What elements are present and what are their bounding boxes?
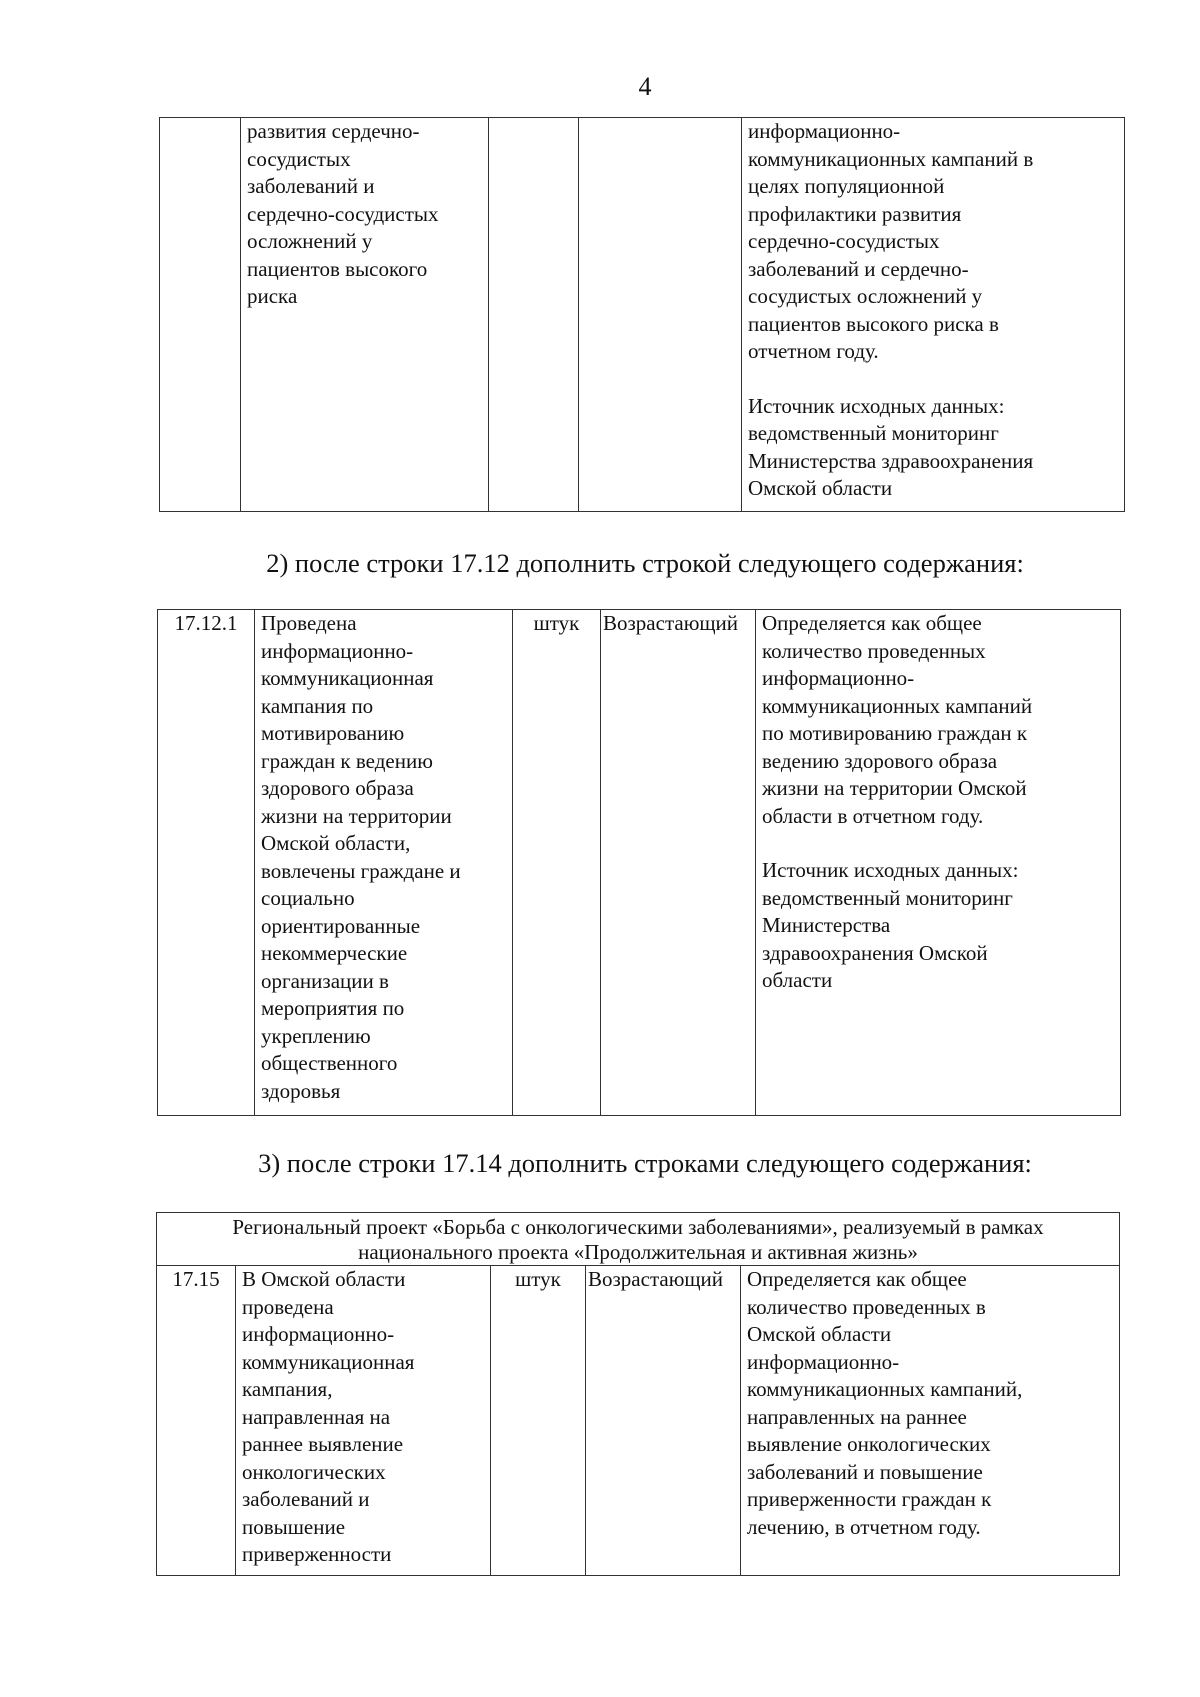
text-line: коммуникационных кампаний, (747, 1377, 1023, 1401)
text-line: отчетном году. (748, 339, 879, 363)
text-line: Омской области, (261, 831, 411, 855)
text-line: повышение (242, 1514, 346, 1539)
text-line: Министерства здравоохранения (748, 448, 1034, 473)
text-line: коммуникационная (242, 1349, 415, 1374)
text-line: заболеваний и сердечно- (748, 256, 969, 281)
method-lines (747, 1266, 1113, 1541)
text-line: сосудистых (247, 146, 351, 171)
text-line: выявление онкологических (747, 1432, 991, 1456)
table1-name-lines (247, 118, 482, 311)
method-cell (741, 1266, 1120, 1576)
text-line: Министерства (762, 913, 891, 937)
text-line: коммуникационных кампаний (762, 693, 1033, 718)
text-line: пациентов высокого риска в (748, 311, 999, 336)
indicator-name-cell (236, 1266, 491, 1576)
text-line: Определяется как общее (762, 611, 982, 635)
text-line: ведомственный мониторинг (762, 885, 1013, 910)
paragraph-gap (748, 366, 1118, 393)
text-line: информационно- (748, 119, 901, 143)
text-line: Омской области (748, 476, 893, 500)
text-line: мотивированию (261, 721, 405, 745)
text-line: приверженности (242, 1542, 392, 1566)
indicator-table-17-12-1 (157, 609, 1121, 1116)
indicator-name-lines (261, 610, 506, 1105)
text-line: Проведена (261, 611, 357, 635)
text-line: сердечно-сосудистых (247, 201, 439, 226)
text-line: лечению, в отчетном году. (747, 1514, 981, 1539)
text-line: жизни на территории (261, 803, 452, 828)
text-line: направленных на раннее (747, 1404, 967, 1429)
trend-cell (586, 1266, 741, 1576)
row-number-cell (157, 1266, 236, 1576)
text-line: Источник исходных данных: (748, 393, 1005, 418)
text-line: целях популяционной (748, 174, 945, 198)
text-line: информационно- (261, 638, 414, 663)
row-number: 17.12.1 (174, 611, 238, 635)
text-line: развития сердечно- (247, 119, 420, 143)
text-line: проведена (242, 1294, 334, 1319)
table1-name-cell (241, 118, 489, 512)
text-line: ориентированные (261, 913, 421, 938)
text-line: Региональный проект «Борьба с онкологическими заболеваниями», реализуемый в рамках (232, 1215, 1044, 1239)
text-line: сосудистых осложнений у (748, 284, 983, 308)
table1-number-cell (160, 118, 241, 512)
text-line: информационно- (747, 1349, 900, 1374)
unit-value: штук (533, 611, 580, 635)
header-lines (163, 1215, 1113, 1265)
text-line: области (762, 968, 833, 992)
text-line: кампания, (242, 1377, 333, 1401)
method-lines (762, 610, 1114, 995)
text-line: пациентов высокого (247, 256, 428, 281)
text-line: граждан к ведению (261, 748, 433, 773)
text-line: заболеваний и (247, 174, 375, 198)
text-line: онкологических (242, 1459, 386, 1484)
page-number: 4 (638, 72, 652, 101)
indicator-table-continuation (159, 117, 1125, 512)
indicator-table-17-15 (156, 1212, 1120, 1576)
text-line: В Омской области (242, 1267, 406, 1291)
trend-cell (601, 610, 756, 1116)
instruction-3: 3) после строки 17.14 дополнить строками следующего содержания: (258, 1148, 1032, 1178)
text-line: риска (247, 284, 298, 308)
text-line: количество проведенных (762, 638, 986, 663)
table1-method-lines (748, 118, 1118, 503)
text-line: здоровья (261, 1078, 341, 1103)
text-line: Омской области (747, 1322, 892, 1346)
text-line: здорового образа (261, 776, 414, 800)
trend-value: Возрастающий (588, 1267, 724, 1291)
paragraph-gap (762, 830, 1114, 857)
text-line: социально (261, 886, 355, 910)
text-line: приверженности граждан к (747, 1487, 992, 1511)
unit-value: штук (515, 1267, 561, 1291)
text-line: общественного (261, 1051, 398, 1075)
text-line: направленная на (242, 1404, 391, 1429)
instruction-2: 2) после строки 17.12 дополнить строкой следующего содержания: (266, 548, 1024, 578)
text-line: национального проекта «Продолжительная и активная жизнь» (358, 1240, 918, 1264)
table1-unit-cell (489, 118, 579, 512)
text-line: ведомственный мониторинг (748, 421, 999, 445)
row-number: 17.15 (172, 1267, 220, 1291)
text-line: коммуникационная (261, 666, 434, 690)
text-line: информационно- (762, 666, 915, 690)
text-line: здравоохранения Омской (762, 940, 988, 965)
text-line: некоммерческие (261, 941, 408, 965)
text-line: заболеваний и повышение (747, 1459, 983, 1484)
text-line: организации в (261, 968, 389, 993)
indicator-name-lines (242, 1266, 484, 1569)
text-line: кампания по (261, 693, 374, 718)
table1-method-cell (742, 118, 1125, 512)
text-line: укреплению (261, 1023, 371, 1048)
text-line: вовлечены граждане и (261, 858, 461, 883)
method-cell (756, 610, 1121, 1116)
text-line: области в отчетном году. (762, 803, 984, 828)
indicator-name-cell (255, 610, 513, 1116)
text-line: количество проведенных в (747, 1294, 986, 1319)
text-line: жизни на территории Омской (762, 776, 1027, 800)
text-line: коммуникационных кампаний в (748, 146, 1034, 171)
regional-project-header (157, 1213, 1120, 1266)
trend-value: Возрастающий (603, 611, 739, 635)
row-number-cell (158, 610, 255, 1116)
table1-trend-cell (579, 118, 742, 512)
text-line: профилактики развития (748, 201, 962, 226)
text-line: по мотивированию граждан к (762, 721, 1028, 745)
text-line: Определяется как общее (747, 1267, 967, 1291)
text-line: ведению здорового образа (762, 748, 998, 773)
text-line: информационно- (242, 1322, 395, 1346)
text-line: раннее выявление (242, 1432, 404, 1456)
text-line: мероприятия по (261, 996, 405, 1020)
text-line: сердечно-сосудистых (748, 229, 940, 253)
unit-cell (491, 1266, 586, 1576)
text-line: заболеваний и (242, 1487, 370, 1511)
text-line: Источник исходных данных: (762, 858, 1019, 882)
unit-cell (513, 610, 601, 1116)
text-line: осложнений у (247, 229, 373, 253)
